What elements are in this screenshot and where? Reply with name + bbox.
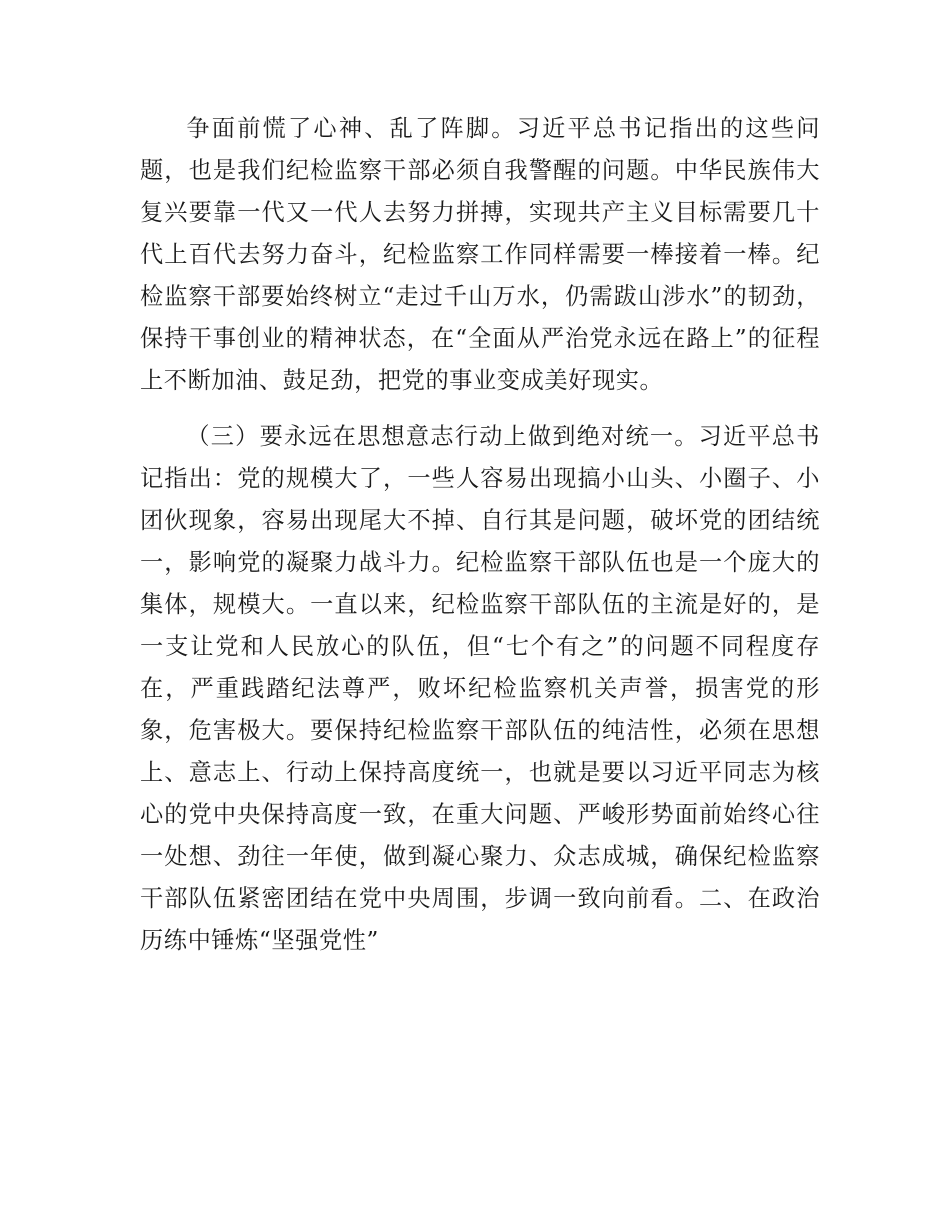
paragraph-perseverance: 争面前慌了心神、乱了阵脚。习近平总书记指出的这些问题，也是我们纪检监察干部必须自我警醒的问题。中华民族伟大复兴要靠一代又一代人去努力拼搏，实现共产主义目标需要几十代上百代去努力奋斗，纪检监察工作同样需要一棒接着一棒。纪检监察干部要始终树立“走过千山万水，仍需跋山涉水”的韧劲，保持干事创业的精神状态，在“全面从严治党永远在路上”的征程上不断加油、鼓足劲，把党的事业变成美好现实。 [140, 115, 820, 394]
paragraph-unity: （三）要永远在思想意志行动上做到绝对统一。习近平总书记指出：党的规模大了，一些人容易出现搞小山头、小圈子、小团伙现象，容易出现尾大不掉、自行其是问题，破坏党的团结统一，影响党的凝聚力战斗力。纪检监察干部队伍也是一个庞大的集体，规模大。一直以来，纪检监察干部队伍的主流是好的，是一支让党和人民放心的队伍，但“七个有之”的问题不同程度存在，严重践踏纪法尊严，败坏纪检监察机关声誉，损害党的形象，危害极大。要保持纪检监察干部队伍的纯洁性，必须在思想上、意志上、行动上保持高度统一，也就是要以习近平同志为核心的党中央保持高度一致，在重大问题、严峻形势面前始终心往一处想、劲往一年使，做到凝心聚力、众志成城，确保纪检监察干部队伍紧密团结在党中央周围，步调一致向前看。二、在政治历练中锤炼“坚强党性” [140, 423, 820, 954]
document-body [140, 108, 820, 962]
